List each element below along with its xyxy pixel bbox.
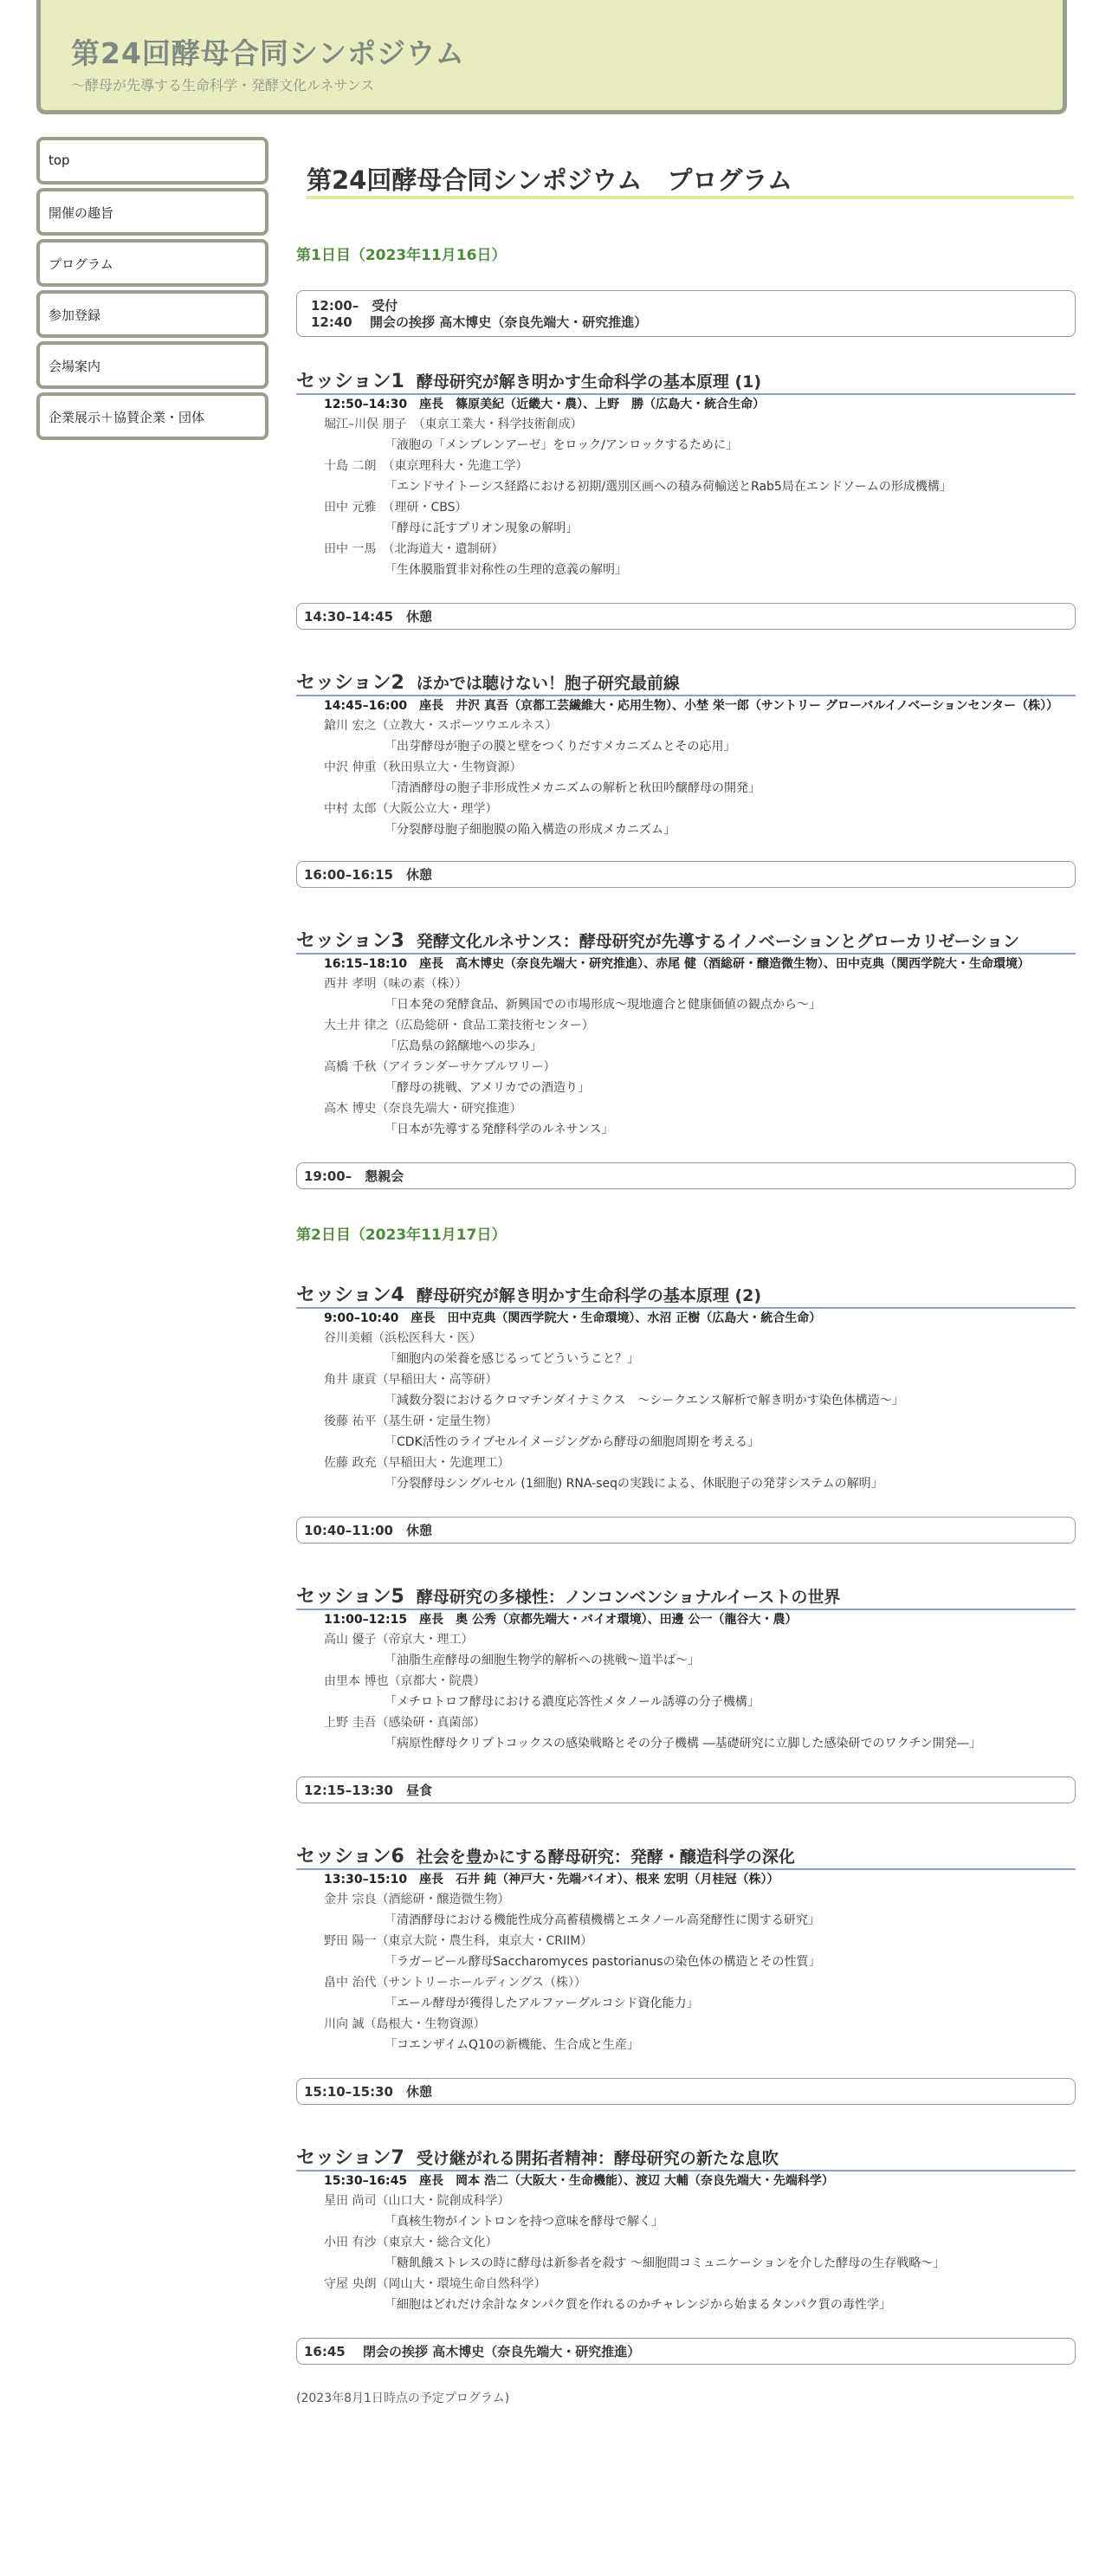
speaker: 守屋 央朗（岡山大・環境生命自然科学） bbox=[324, 2277, 546, 2291]
speaker: 畠中 治代（サントリーホールディングス（株）） bbox=[324, 1976, 586, 1990]
session3-number: セッション3 bbox=[296, 930, 404, 952]
session4-chair: 9:00–10:40 座長 田中克典（関西学院大・生命環境）、水沼 正樹（広島大・統合生命） bbox=[324, 1311, 822, 1325]
break-box: 10:40–11:00 休憩 bbox=[296, 1517, 1076, 1544]
talk-title: 「分裂酵母シングルセル (1細胞) RNA-seqの実践による、休眠胞子の発芽システムの解明」 bbox=[385, 1477, 883, 1491]
talk-title: 「出芽酵母が胞子の膜と壁をつくりだすメカニズムとその応用」 bbox=[385, 740, 736, 754]
talk-title: 「分裂酵母胞子細胞膜の陥入構造の形成メカニズム」 bbox=[385, 823, 676, 837]
session1-number: セッション1 bbox=[296, 371, 404, 392]
talk-title: 「清酒酵母における機能性成分高蓄積機構とエタノール高発酵性に関する研究」 bbox=[385, 1913, 820, 1927]
session1-name: 酵母研究が解き明かす生命科学の基本原理 (1) bbox=[416, 372, 762, 392]
talk-title: 「細胞内の栄養を感じるってどういうこと？」 bbox=[385, 1352, 639, 1366]
speaker: 上野 圭吾（感染研・真菌部） bbox=[324, 1716, 486, 1730]
speaker: 小田 有沙（東京大・総合文化） bbox=[324, 2236, 498, 2249]
talk-title: 「液胞の「メンブレンアーゼ」をロック/アンロックするために」 bbox=[385, 438, 738, 452]
site-subtitle: 〜酵母が先導する生命科学・発酵文化ルネサンス bbox=[71, 77, 375, 94]
speaker: 堀江–川俣 朋子 （東京工業大・科学技術創成） bbox=[324, 417, 583, 431]
speaker: 高木 博史（奈良先端大・研究推進） bbox=[324, 1102, 522, 1116]
sidebar-nav bbox=[36, 137, 268, 443]
session3-title bbox=[296, 926, 1076, 955]
speaker: 星田 尚司（山口大・院創成科学） bbox=[324, 2194, 510, 2208]
page-title: 第24回酵母合同シンポジウム プログラム bbox=[307, 161, 1074, 199]
session6-title bbox=[296, 1841, 1076, 1870]
break-box: 14:30–14:45 休憩 bbox=[296, 603, 1076, 630]
speaker: 谷川美頼（浜松医科大・医） bbox=[324, 1331, 482, 1345]
talk-title: 「細胞はどれだけ余計なタンパク質を作れるのかチャレンジから始まるタンパク質の毒性学」 bbox=[385, 2298, 891, 2312]
speaker: 高橋 千秋（アイランダーサケブルワリー） bbox=[324, 1060, 556, 1074]
speaker: 中沢 伸重（秋田県立大・生物資源） bbox=[324, 761, 522, 774]
speaker: 鎗川 宏之（立教大・スポーツウエルネス） bbox=[324, 719, 558, 733]
session1-title bbox=[296, 366, 1076, 395]
opening-box bbox=[296, 290, 1076, 337]
talk-title: 「油脂生産酵母の細胞生物学的解析への挑戦〜道半ば〜」 bbox=[385, 1654, 700, 1667]
talk-title: 「ラガービール酵母Saccharomyces pastorianusの染色体の構造とその性質」 bbox=[385, 1955, 821, 1969]
talk-title: 「メチロトロフ酵母における濃度応答性メタノール誘導の分子機構」 bbox=[385, 1695, 760, 1709]
session4-number: セッション4 bbox=[296, 1285, 404, 1306]
lunch-box: 12:15–13:30 昼食 bbox=[296, 1777, 1076, 1803]
session1-chair: 12:50–14:30 座長 篠原美紀（近畿大・農）、上野 勝（広島大・統合生命） bbox=[324, 398, 766, 411]
session2-chair: 14:45–16:00 座長 井沢 真吾（京都工芸繊維大・応用生物）、小埜 栄一郎（サントリー グローバルイノベーションセンター（株）） bbox=[324, 699, 1059, 713]
schedule-note: (2023年8月1日時点の予定プログラム) bbox=[296, 2392, 510, 2405]
session2-title bbox=[296, 668, 1076, 696]
session6-chair: 13:30–15:10 座長 石井 純（神戸大・先端バイオ）、根来 宏明（月桂冠（株）） bbox=[324, 1873, 779, 1887]
session2-number: セッション2 bbox=[296, 672, 404, 694]
talk-title: 「日本が先導する発酵科学のルネサンス」 bbox=[385, 1123, 614, 1136]
talk-title: 「広島県の銘醸地への歩み」 bbox=[385, 1039, 542, 1053]
speaker: 野田 陽一（東京大院・農生科，東京大・CRIIM） bbox=[324, 1934, 593, 1948]
sidebar-item-top[interactable]: top bbox=[36, 137, 268, 184]
session7-title bbox=[296, 2143, 1076, 2171]
speaker: 田中 一馬 （北海道大・遺制研） bbox=[324, 542, 504, 556]
talk-title: 「真核生物がイントロンを持つ意味を酵母で解く」 bbox=[385, 2215, 663, 2229]
day1-heading: 第1日目（2023年11月16日） bbox=[296, 247, 507, 264]
speaker: 大土井 律之（広島総研・食品工業技術センター） bbox=[324, 1019, 594, 1032]
speaker: 金井 宗良（酒総研・醸造微生物） bbox=[324, 1893, 510, 1906]
reception-time: 12:00– 受付 bbox=[311, 298, 398, 314]
closing-box: 16:45 閉会の挨拶 高木博史（奈良先端大・研究推進） bbox=[296, 2338, 1076, 2365]
speaker: 高山 優子（帝京大・理工） bbox=[324, 1633, 474, 1647]
opening-address: 12:40 開会の挨拶 高木博史（奈良先端大・研究推進） bbox=[311, 314, 648, 330]
sidebar-item-registration[interactable]: 参加登録 bbox=[36, 290, 268, 338]
talk-title: 「日本発の発酵食品、新興国での市場形成〜現地適合と健康価値の観点から〜」 bbox=[385, 998, 821, 1012]
sidebar-item-venue[interactable]: 会場案内 bbox=[36, 341, 268, 389]
break-box: 16:00–16:15 休憩 bbox=[296, 861, 1076, 888]
speaker: 由里本 博也（京都大・院農） bbox=[324, 1674, 486, 1688]
session3-name: 発酵文化ルネサンス：酵母研究が先導するイノベーションとグローカリゼーション bbox=[416, 932, 1020, 951]
talk-title: 「酵母に託すプリオン現象の解明」 bbox=[385, 521, 579, 535]
talk-title: 「生体膜脂質非対称性の生理的意義の解明」 bbox=[385, 563, 627, 577]
speaker: 田中 元雅 （理研・CBS） bbox=[324, 501, 468, 515]
speaker: 十島 二朗 （東京理科大・先進工学） bbox=[324, 459, 528, 473]
talk-title: 「酵母の挑戦、アメリカでの酒造り」 bbox=[385, 1081, 591, 1095]
session4-name: 酵母研究が解き明かす生命科学の基本原理 (2) bbox=[416, 1286, 762, 1305]
speaker: 中村 太郎（大阪公立大・理学） bbox=[324, 802, 498, 816]
talk-title: 「エンドサイトーシス経路における初期/選別区画への積み荷輸送とRab5局在エンドソームの形成機構」 bbox=[385, 480, 952, 494]
session6-number: セッション6 bbox=[296, 1846, 404, 1867]
sidebar-item-program[interactable]: プログラム bbox=[36, 239, 268, 287]
session5-name: 酵母研究の多様性：ノンコンベンショナルイーストの世界 bbox=[416, 1588, 841, 1607]
session6-name: 社会を豊かにする酵母研究：発酵・醸造科学の深化 bbox=[416, 1848, 795, 1867]
session5-number: セッション5 bbox=[296, 1586, 404, 1608]
talk-title: 「コエンザイムQ10の新機能、生合成と生産」 bbox=[385, 2038, 639, 2052]
main-content bbox=[296, 161, 1076, 2406]
sidebar-item-purpose[interactable]: 開催の趣旨 bbox=[36, 188, 268, 236]
session4-title bbox=[296, 1280, 1076, 1309]
talk-title: 「エール酵母が獲得したアルファーグルコシド資化能力」 bbox=[385, 1997, 699, 2010]
sidebar-item-sponsors[interactable]: 企業展示＋協賛企業・団体 bbox=[36, 392, 268, 440]
dinner-box: 19:00– 懇親会 bbox=[296, 1162, 1076, 1189]
talk-title: 「減数分裂におけるクロマチンダイナミクス 〜シークエンス解析で解き明かす染色体構造〜」 bbox=[385, 1394, 904, 1408]
session5-title bbox=[296, 1582, 1076, 1610]
speaker: 西井 孝明（味の素（株）） bbox=[324, 977, 468, 991]
session7-chair: 15:30–16:45 座長 岡本 浩二（大阪大・生命機能）、渡辺 大輔（奈良先端大・先端科学） bbox=[324, 2174, 834, 2188]
day2-heading: 第2日目（2023年11月17日） bbox=[296, 1227, 507, 1244]
session3-chair: 16:15–18:10 座長 高木博史（奈良先端大・研究推進）、赤尾 健（酒総研・醸造微生物）、田中克典（関西学院大・生命環境） bbox=[324, 957, 1030, 971]
talk-title: 「糖飢餓ストレスの時に酵母は新参者を殺す 〜細胞間コミュニケーションを介した酵母の生存戦略〜」 bbox=[385, 2256, 946, 2270]
talk-title: 「病原性酵母クリプトコックスの感染戦略とその分子機構 ―基礎研究に立脚した感染研でのワクチン開発―」 bbox=[385, 1737, 981, 1751]
speaker: 佐藤 政充（早稲田大・先進理工） bbox=[324, 1456, 510, 1470]
session7-name: 受け継がれる開拓者精神：酵母研究の新たな息吹 bbox=[416, 2149, 779, 2168]
speaker: 後藤 祐平（基生研・定量生物） bbox=[324, 1414, 498, 1428]
session2-name: ほかでは聴けない！胞子研究最前線 bbox=[416, 674, 680, 693]
break-box: 15:10–15:30 休憩 bbox=[296, 2078, 1076, 2105]
session5-chair: 11:00–12:15 座長 奥 公秀（京都先端大・バイオ環境）、田邊 公一（龍谷大・農） bbox=[324, 1613, 798, 1627]
session7-number: セッション7 bbox=[296, 2147, 404, 2169]
speaker: 川向 誠（島根大・生物資源） bbox=[324, 2017, 486, 2031]
speaker: 角井 康貢（早稲田大・高等研） bbox=[324, 1373, 498, 1387]
talk-title: 「清酒酵母の胞子非形成性メカニズムの解析と秋田吟醸酵母の開発」 bbox=[385, 781, 760, 795]
talk-title: 「CDK活性のライブセルイメージングから酵母の細胞周期を考える」 bbox=[385, 1435, 760, 1449]
site-title[interactable]: 第24回酵母合同シンポジウム bbox=[71, 36, 465, 70]
